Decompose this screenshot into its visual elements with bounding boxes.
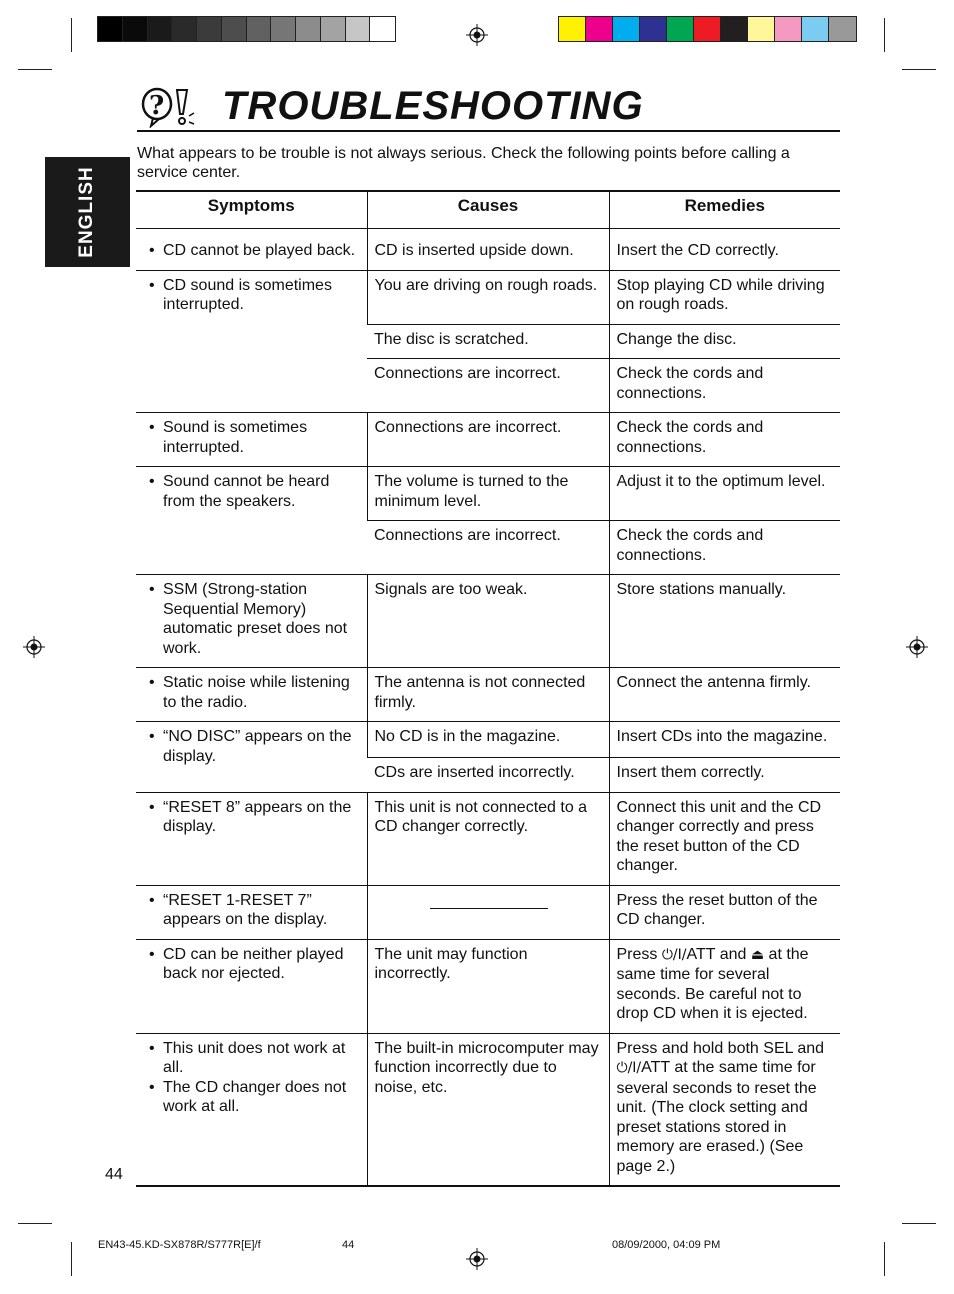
footer-center: 44 xyxy=(342,1239,355,1251)
language-tab-label: ENGLISH xyxy=(76,166,97,258)
troubleshooting-table xyxy=(136,190,840,1187)
symptom-text: Sound is sometimes interrupted. xyxy=(163,419,308,456)
power-icon: ⏻/I/ xyxy=(616,1060,642,1076)
intro-text: What appears to be trouble is not always serious. Check the following points before calling a service center. xyxy=(137,145,790,181)
color-swatch xyxy=(222,17,247,41)
remedy-cell: Adjust it to the optimum level. xyxy=(609,467,840,521)
color-swatch xyxy=(694,17,721,41)
color-swatch xyxy=(829,17,856,41)
remedy-cell: Check the cords and connections. xyxy=(609,359,840,413)
symptom-text: CD can be neither played back nor ejected. xyxy=(163,945,344,982)
cause-cell: This unit is not connected to a CD changer correctly. xyxy=(367,792,609,885)
color-swatch xyxy=(321,17,346,41)
color-swatch xyxy=(148,17,173,41)
symptom-cell: • This unit does not work at all. • The CD changer does not work at all. xyxy=(136,1033,367,1186)
table-row xyxy=(136,668,840,722)
cause-cell: Connections are incorrect. xyxy=(367,521,609,575)
header-causes: Causes xyxy=(367,191,609,229)
cause-cell: CDs are inserted incorrectly. xyxy=(367,758,609,793)
remedy-text: Press and hold both SEL and xyxy=(616,1039,825,1057)
symptom-cell: • CD cannot be played back. xyxy=(136,229,367,271)
cause-cell: The antenna is not connected firmly. xyxy=(367,668,609,722)
color-swatch xyxy=(586,17,613,41)
remedy-cell: Stop playing CD while driving on rough roads. xyxy=(609,270,840,324)
footer-right: 08/09/2000, 04:09 PM xyxy=(612,1239,721,1251)
table-row xyxy=(136,885,840,939)
symptom-text: Sound cannot be heard from the speakers. xyxy=(163,473,330,510)
symptom-text: “RESET 1-RESET 7” appears on the display. xyxy=(163,891,328,928)
remedy-cell: Connect the antenna firmly. xyxy=(609,668,840,722)
table-row xyxy=(136,722,840,758)
symptom-cell: • Sound cannot be heard from the speakers. xyxy=(136,467,367,575)
remedy-cell: Connect this unit and the CD changer correctly and press the reset button of the CD changer. xyxy=(609,792,840,885)
cause-cell: Connections are incorrect. xyxy=(367,413,609,467)
symptom-text: SSM (Strong-station Sequential Memory) automatic preset does not work. xyxy=(163,581,348,657)
cause-cell: The built-in microcomputer may function incorrectly due to noise, etc. xyxy=(367,1033,609,1186)
color-swatch xyxy=(98,17,123,41)
color-calibration-bar xyxy=(558,16,857,42)
symptom-cell: • CD can be neither played back nor ejected. xyxy=(136,939,367,1033)
color-swatch xyxy=(667,17,694,41)
grayscale-calibration-bar xyxy=(97,16,396,42)
crop-mark xyxy=(884,1242,885,1276)
cause-cell: The unit may function incorrectly. xyxy=(367,939,609,1033)
language-tab xyxy=(45,157,130,267)
remedy-cell: Insert CDs into the magazine. xyxy=(609,722,840,758)
table-row xyxy=(136,792,840,885)
color-swatch xyxy=(613,17,640,41)
att-label: ATT xyxy=(686,945,716,963)
remedy-text: and xyxy=(719,945,747,963)
power-icon: ⏻/I/ xyxy=(661,946,687,963)
remedy-cell xyxy=(609,939,840,1033)
eject-icon: ⏏ xyxy=(750,946,765,963)
remedy-cell: Change the disc. xyxy=(609,324,840,359)
remedy-cell: Check the cords and connections. xyxy=(609,413,840,467)
color-swatch xyxy=(559,17,586,41)
not-applicable-dash xyxy=(430,908,548,909)
remedy-text: at the same time for several seconds. Be careful not to drop CD when it is ejected. xyxy=(616,945,809,1022)
table-row xyxy=(136,270,840,324)
cause-cell: No CD is in the magazine. xyxy=(367,722,609,758)
color-swatch xyxy=(172,17,197,41)
cause-cell: CD is inserted upside down. xyxy=(367,229,609,271)
registration-mark-icon xyxy=(466,24,488,46)
color-swatch xyxy=(296,17,321,41)
registration-mark-icon xyxy=(466,1248,488,1270)
table-header-row xyxy=(136,191,840,229)
symptom-text: Static noise while listening to the radio. xyxy=(163,674,350,711)
symptom-text: CD sound is sometimes interrupted. xyxy=(163,276,332,313)
crop-mark xyxy=(71,18,72,52)
registration-mark-icon xyxy=(23,636,45,658)
remedy-cell: Press the reset button of the CD changer. xyxy=(609,885,840,939)
color-swatch xyxy=(123,17,148,41)
crop-mark xyxy=(902,1223,936,1224)
symptom-cell: • SSM (Strong-station Sequential Memory) automatic preset does not work. xyxy=(136,575,367,668)
color-swatch xyxy=(640,17,667,41)
remedy-cell: Store stations manually. xyxy=(609,575,840,668)
symptom-text: CD cannot be played back. xyxy=(163,242,356,259)
question-exclamation-icon xyxy=(137,86,197,128)
symptom-cell: • Static noise while listening to the radio. xyxy=(136,668,367,722)
table-row xyxy=(136,575,840,668)
table-row xyxy=(136,413,840,467)
cause-cell: The volume is turned to the minimum level. xyxy=(367,467,609,521)
crop-mark xyxy=(71,1242,72,1276)
remedy-cell xyxy=(609,1033,840,1186)
table-row xyxy=(136,467,840,521)
crop-mark xyxy=(902,69,936,70)
page-title: TROUBLESHOOTING xyxy=(222,84,644,128)
title-rule xyxy=(137,130,840,132)
cause-cell: You are driving on rough roads. xyxy=(367,270,609,324)
symptom-text: “NO DISC” appears on the display. xyxy=(163,728,352,765)
remedy-cell: Insert the CD correctly. xyxy=(609,229,840,271)
color-swatch xyxy=(197,17,222,41)
symptom-text: This unit does not work at all. xyxy=(163,1039,346,1076)
color-swatch xyxy=(721,17,748,41)
header-symptoms: Symptoms xyxy=(136,191,367,229)
symptom-cell: • “RESET 1-RESET 7” appears on the display. xyxy=(136,885,367,939)
remedy-cell: Check the cords and connections. xyxy=(609,521,840,575)
page-number: 44 xyxy=(105,1166,123,1183)
remedy-cell: Insert them correctly. xyxy=(609,758,840,793)
cause-cell: Connections are incorrect. xyxy=(367,359,609,413)
color-swatch xyxy=(247,17,272,41)
color-swatch xyxy=(748,17,775,41)
symptom-text: “RESET 8” appears on the display. xyxy=(163,798,352,835)
color-swatch xyxy=(346,17,371,41)
table-row xyxy=(136,1033,840,1186)
footer-left: EN43-45.KD-SX878R/S777R[E]/f xyxy=(98,1239,261,1251)
header-remedies: Remedies xyxy=(609,191,840,229)
color-swatch xyxy=(271,17,296,41)
cause-cell: The disc is scratched. xyxy=(367,324,609,359)
color-swatch xyxy=(775,17,802,41)
color-swatch xyxy=(802,17,829,41)
crop-mark xyxy=(18,69,52,70)
registration-mark-icon xyxy=(906,636,928,658)
svg-text:?: ? xyxy=(149,91,165,121)
crop-mark xyxy=(884,18,885,52)
symptom-cell: • CD sound is sometimes interrupted. xyxy=(136,270,367,413)
symptom-cell: • “RESET 8” appears on the display. xyxy=(136,792,367,885)
table-row xyxy=(136,229,840,271)
remedy-text: at the same time for several seconds to reset the unit. (The clock setting and preset stations stored in memory are erased.) (See page 2.) xyxy=(616,1059,817,1175)
cause-cell: Signals are too weak. xyxy=(367,575,609,668)
crop-mark xyxy=(18,1223,52,1224)
color-swatch xyxy=(370,17,395,41)
symptom-text: The CD changer does not work at all. xyxy=(163,1078,347,1115)
remedy-text: Press xyxy=(616,945,658,963)
att-label: ATT xyxy=(641,1059,670,1076)
symptom-cell: • “NO DISC” appears on the display. xyxy=(136,722,367,793)
cause-cell xyxy=(367,885,609,939)
table-row xyxy=(136,939,840,1033)
symptom-cell: • Sound is sometimes interrupted. xyxy=(136,413,367,467)
